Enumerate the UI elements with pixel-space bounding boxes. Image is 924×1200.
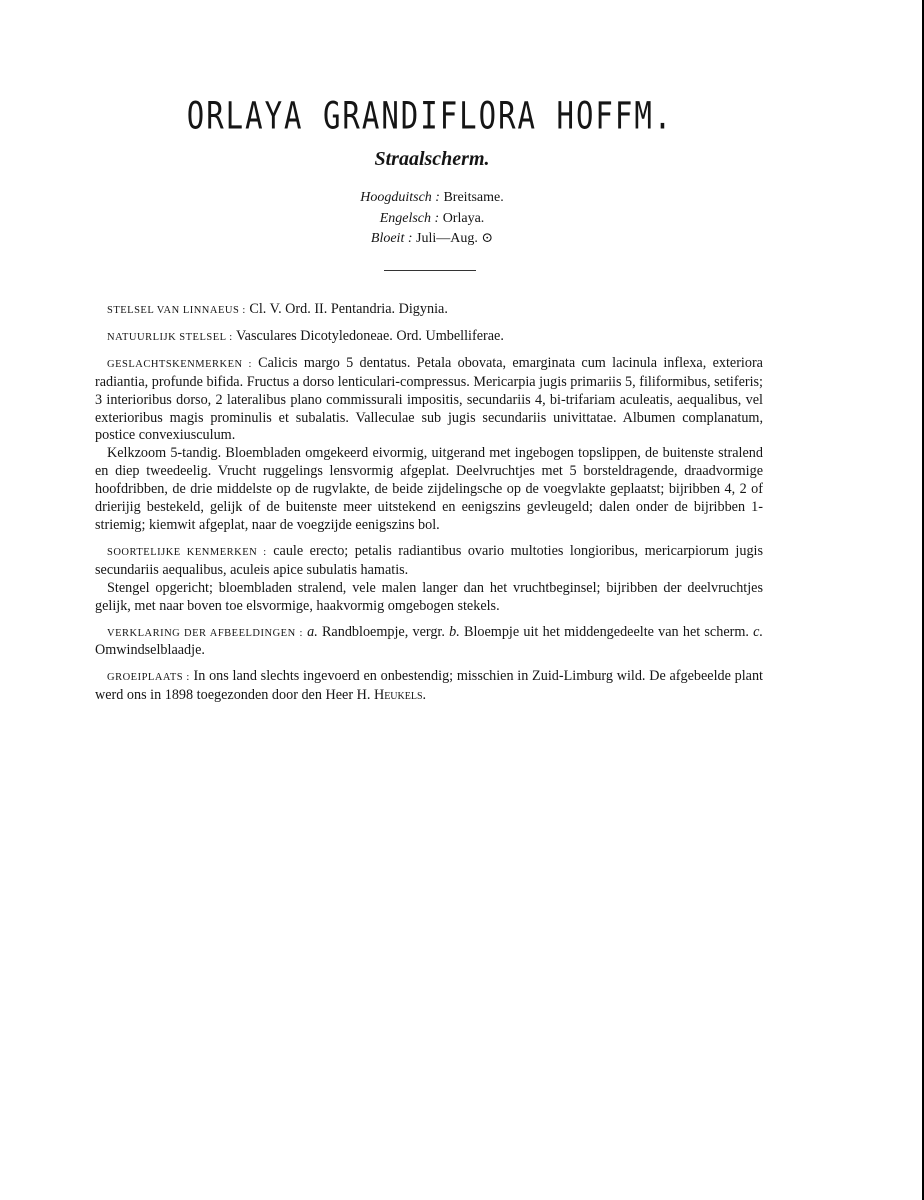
species-title: ORLAYA GRANDIFLORA HOFFM. bbox=[186, 94, 674, 138]
section-heading: VERKLARING DER AFBEELDINGEN : bbox=[107, 627, 303, 639]
figure-label-a: a. bbox=[307, 623, 318, 640]
name-english bbox=[0, 209, 864, 230]
section-heading: STELSEL VAN LINNAEUS : bbox=[107, 305, 246, 316]
person-name: Heukels. bbox=[373, 687, 427, 704]
name-german bbox=[0, 188, 864, 209]
section-text: In ons land slechts ingevoerd en onbestendig; misschien in Zuid-Limburg wild. De afgebeelde plant werd ons in 1898 toegezonden door den Heer H. bbox=[95, 668, 763, 704]
name-label: Hoogduitsch : bbox=[360, 190, 440, 205]
groeiplaats bbox=[95, 668, 763, 705]
name-value: Orlaya. bbox=[442, 210, 485, 226]
section-heading: GROEIPLAATS : bbox=[107, 672, 190, 684]
figure-label-c: c. bbox=[753, 623, 764, 640]
soortelijke-kenmerken-dutch: Stengel opgericht; bloembladen stralend, vele malen langer dan het vruchtbeginsel; bijribben der deelvruchtjes gelijk, met naar boven toe elsvormige, haakvormig omgebogen stekels. bbox=[95, 579, 763, 614]
figure-text-a: Randbloempje, vergr. bbox=[321, 623, 445, 640]
figure-text-c: Omwindselblaadje. bbox=[95, 642, 205, 659]
flowering-period bbox=[0, 229, 864, 250]
verklaring-afbeeldingen bbox=[95, 624, 763, 661]
divider-rule bbox=[384, 270, 476, 271]
description-body bbox=[95, 301, 763, 705]
section-heading: NATUURLIJK STELSEL : bbox=[107, 331, 233, 343]
common-names-block bbox=[0, 188, 864, 250]
geslachtskenmerken-dutch: Kelkzoom 5-tandig. Bloembladen omgekeerd eivormig, uitgerand met ingebogen topslippen, de buitenste stralend en diep tweedeelig. Vrucht ruggelings lensvormig afgeplat. Deelvruchtjes met 5 borsteldragende, draadvormige hoofdribben, de drie middelste op de rugvlakte, de beide zijdelingsche op de voegvlakte geplaatst; bijribben 4, 2 of drierijig bestekeld, gelijk of de buitenste meer uitstekend en eenigszins gevleugeld; dalen onder de bijribben 1-striemig; kiemwit afgeplat, naar de voegzijde eenigszins bol. bbox=[95, 445, 763, 533]
name-value: Juli—Aug. ⊙ bbox=[416, 231, 494, 246]
section-heading: SOORTELIJKE KENMERKEN : bbox=[107, 546, 267, 558]
figure-label-b: b. bbox=[449, 623, 460, 640]
dutch-common-name: Straalscherm. bbox=[374, 148, 490, 170]
name-value: Breitsame. bbox=[443, 190, 504, 205]
name-label: Engelsch : bbox=[379, 210, 440, 226]
figure-text-b: Bloempje uit het middengedeelte van het scherm. bbox=[464, 623, 749, 640]
section-text: Vasculares Dicotyledoneae. Ord. Umbelliferae. bbox=[236, 327, 504, 344]
section-text: caule erecto; petalis radiantibus ovario multoties longioribus, mericarpiorum jugis secundariis aequalibus, aculeis apice subulatis hamatis. bbox=[95, 542, 763, 578]
section-text: Calicis margo 5 dentatus. Petala obovata, emarginata cum lacinula inflexa, exteriora radiantia, profunde bifida. Fructus a dorso lenticulari-compressus. Mericarpia jugis primariis 5, filiformibus, setiferis; 3 interioribus dorso, 2 lateralibus plano commissurali impositis, secundariis 4, bi-trifariam aculeatis, aequalibus, vel exterioribus magis prominulis et subalatis. Valleculae sub jugis secundariis univittatae. Albumen complanatum, postice convexiusculum. bbox=[95, 354, 763, 444]
natuurlijk-stelsel bbox=[95, 328, 763, 347]
geslachtskenmerken-latin bbox=[95, 355, 763, 446]
stelsel-linnaeus bbox=[95, 301, 763, 320]
section-text: Cl. V. Ord. II. Pentandria. Digynia. bbox=[249, 301, 448, 317]
name-label: Bloeit : bbox=[370, 231, 413, 246]
soortelijke-kenmerken-latin bbox=[95, 543, 763, 580]
section-heading: GESLACHTSKENMERKEN : bbox=[107, 358, 252, 370]
